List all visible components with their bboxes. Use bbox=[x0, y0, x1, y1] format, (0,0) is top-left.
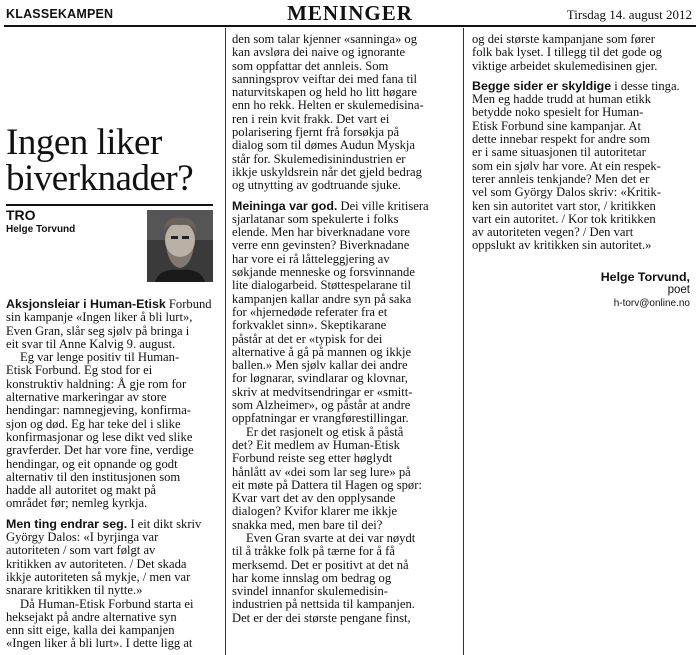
subheading: Men ting endrar seg. bbox=[6, 516, 128, 531]
text-line: konstruktiv haldning: Å gje rom for bbox=[6, 376, 187, 391]
text-line: ikkje autoriteten så mykje, / men var bbox=[6, 569, 191, 584]
signature-name: Helge Torvund, bbox=[600, 270, 690, 284]
text-line: hånlått av «dei som lar seg lure» på bbox=[232, 464, 411, 479]
subheading-rest: I eit dikt skriv bbox=[127, 516, 202, 531]
text-line: kan avsløra dei naive og ignorante bbox=[232, 45, 406, 60]
subheading-line bbox=[6, 518, 221, 531]
text-line: naturvitskapen og held ho litt høgare bbox=[232, 85, 418, 100]
text-line: ren i rein kvit frakk. Det vart ei bbox=[232, 111, 390, 126]
article-column-2 bbox=[232, 33, 460, 625]
text-line: kritikken av autoriteten. / Det skada bbox=[6, 556, 187, 571]
text-line: forkvaklet sinn». Skeptikarane bbox=[232, 318, 387, 333]
text-line: alternativ til den institusjonen som bbox=[6, 469, 181, 484]
text-line: svindel innanfor skulemedisin- bbox=[232, 584, 388, 599]
byline: Helge Torvund bbox=[6, 224, 76, 235]
text-line: er i same situasjonen til autoritetar bbox=[472, 145, 646, 160]
subheading: Aksjonsleiar i Human-Etisk bbox=[6, 297, 166, 311]
text-line: alternative å gå på mannen og ikkje bbox=[232, 344, 412, 359]
text-line: det? Eit medlem av Human-Etisk bbox=[232, 437, 400, 452]
text-line: dialog som til dømes Audun Myskja bbox=[232, 138, 415, 153]
text-line: enn ho rekk. Helten er skulemedisina- bbox=[232, 98, 424, 113]
masthead-rule bbox=[4, 25, 696, 27]
text-line: sjarlatanar som spekulerte i folks bbox=[232, 211, 399, 226]
article-column-3 bbox=[472, 33, 696, 253]
text-line: sanningsprov veiftar dei med fana til bbox=[232, 71, 418, 86]
text-line: ken sin autoritet vart stor, / kritikken bbox=[472, 198, 656, 213]
section-label: KLASSEKAMPEN bbox=[6, 7, 114, 21]
signature-email: h-torv@online.no bbox=[613, 298, 690, 309]
tag-rule bbox=[6, 204, 213, 206]
text-line: som oppfattar det annleis. Som bbox=[232, 58, 389, 73]
subheading-line bbox=[232, 200, 460, 213]
text-line: Etisk Forbund. Eg stod for ei bbox=[6, 363, 153, 378]
text-line: alternative markeringar av store bbox=[6, 390, 167, 405]
text-line: terer annleis tenkjande? Men det er bbox=[472, 171, 650, 186]
text-line: Det er der dei største pengane finst, bbox=[232, 610, 411, 625]
text-line: lite dialogarbeid. Støttespelarane til bbox=[232, 278, 412, 293]
text-line: området før; nemleg kyrkja. bbox=[6, 496, 148, 511]
text-line: eit møte på Dattera til Hagen og spør: bbox=[232, 477, 422, 492]
text-line: gravferder. Det har vore fine, verdige bbox=[6, 443, 194, 458]
text-line: påstår at det er «typisk for dei bbox=[232, 331, 383, 346]
masthead bbox=[0, 0, 700, 28]
text-line: Kvar vart det av den opplysande bbox=[232, 491, 396, 506]
text-line: konfirmasjonar og lese dikt ved slike bbox=[6, 429, 193, 444]
text-line: har kome innslag om bedrag og bbox=[232, 570, 392, 585]
text-line: enn sitt eige, kalla dei kampanjen bbox=[6, 623, 175, 638]
text-line: Forbund reiste seg etter høglydt bbox=[232, 451, 393, 466]
section-title: MENINGER bbox=[287, 1, 413, 25]
text-line: den som talar kjenner «sanninga» og bbox=[232, 32, 418, 46]
text-line: for «hjernedøde referater fra et bbox=[232, 304, 388, 319]
text-line: verre enn gevinsten? Biverknadane bbox=[232, 238, 410, 253]
text-line: og dei største kampanjane som fører bbox=[472, 32, 655, 46]
text-line: som ein sjølv har vore. At ein respek- bbox=[472, 158, 661, 173]
text-line: autoriteten / som vart følgt av bbox=[6, 543, 156, 558]
text-line: eit svar til Anne Kalvig 9. august. bbox=[6, 336, 176, 351]
paragraph-start: Er det rasjonelt og etisk å påstå bbox=[246, 424, 404, 439]
text-line: Men eg hadde trudd at human etikk bbox=[472, 92, 652, 107]
text-line: og utnytting av godtruande sjuke. bbox=[232, 178, 401, 193]
text-line: står for. Skulemedisinindustrien er bbox=[232, 151, 406, 166]
text-line: sjon og død. Eg har teke del i slike bbox=[6, 416, 181, 431]
text-line: oppslukt av kritikken sin autoritet.» bbox=[472, 238, 652, 253]
text-line: for løgnarar, svindlarar og klovnar, bbox=[232, 371, 408, 386]
signature-block bbox=[472, 270, 690, 309]
text-line: Etisk Forbund sine kampanjar. At bbox=[472, 118, 641, 133]
text-line: Even Gran, slår seg sjølv på bringa i bbox=[6, 323, 190, 338]
column-divider bbox=[225, 28, 226, 655]
text-line: av autoriteten vegen? / Den vart bbox=[472, 225, 634, 240]
paragraph-start: Då Human-Etisk Forbund starta ei bbox=[20, 596, 194, 611]
text-line: snakka med, men bare til dei? bbox=[232, 517, 383, 532]
subheading-line bbox=[6, 298, 221, 311]
paragraph-start: Eg var lenge positiv til Human- bbox=[20, 350, 180, 365]
text-line: snarare kritikken til nytte.» bbox=[6, 583, 143, 598]
subheading: Meininga var god. bbox=[232, 198, 338, 213]
text-line: heksejakt på andre alternative syn bbox=[6, 609, 177, 624]
text-line: ikkje uskyldsrein når det gjeld bedrag bbox=[232, 164, 422, 179]
text-line: skriv at medvitsendringar er «smitt- bbox=[232, 384, 413, 399]
text-line: søkjande menneske og forsvinnande bbox=[232, 265, 415, 280]
text-line: folk bak lyset. I tillegg til det gode og bbox=[472, 45, 662, 60]
text-line: elende. Men har biverknadane vore bbox=[232, 225, 410, 240]
subheading-line bbox=[472, 80, 696, 93]
author-photo bbox=[147, 210, 213, 282]
text-line: hadde all autoritet og makt på bbox=[6, 483, 157, 498]
topic-tag: TRO bbox=[6, 207, 36, 223]
text-line: hendingar: namnegjeving, konfirma- bbox=[6, 403, 192, 418]
text-line: merksemd. Det er positivt at det nå bbox=[232, 557, 409, 572]
column-divider bbox=[463, 28, 464, 655]
text-line: har vore ei rå låtteleggjering av bbox=[232, 251, 390, 266]
text-line: György Dalos: «I byrjinga var bbox=[6, 530, 159, 545]
text-line: vel som György Dalos skriv: «Kritik- bbox=[472, 185, 662, 200]
subheading-rest: Dei ville kritisera bbox=[337, 198, 429, 213]
issue-date: Tirsdag 14. august 2012 bbox=[566, 7, 692, 22]
text-line: dialogen? Kvifor klarer me ikkje bbox=[232, 504, 398, 519]
text-line: hendingar, og eit opnande og godt bbox=[6, 456, 178, 471]
text-line: ballen.» Men sjølv kallar dei andre bbox=[232, 358, 408, 373]
text-line: som Alzheimer», og påstår at andre bbox=[232, 398, 411, 413]
subheading: Begge sider er skyldige bbox=[472, 78, 612, 93]
signature-role: poet bbox=[667, 284, 690, 296]
text-line: dette innebar respekt for andre som bbox=[472, 132, 650, 147]
text-line: industrien på nettsida til kampanjen. bbox=[232, 597, 415, 612]
subheading-rest: Forbund bbox=[165, 297, 212, 311]
subheading-rest: i desse tinga. bbox=[611, 78, 680, 93]
text-line: oppfatningar er vrangførestillingar. bbox=[232, 411, 409, 426]
article-headline: Ingen liker biverknader? bbox=[6, 122, 194, 199]
article-column-1 bbox=[6, 298, 221, 651]
text-line: polarisering fjernt frå forsøkja på bbox=[232, 125, 400, 140]
text-line: vart ein autoritet. / Kor tok kritikken bbox=[472, 211, 656, 226]
text-line: sin kampanje «Ingen liker å bli lurt», bbox=[6, 310, 193, 325]
text-line: «Ingen liker å bli lurt». I dette ligg at bbox=[6, 636, 193, 651]
text-line: kampanjen kallar andre syn på saka bbox=[232, 291, 412, 306]
text-line: til å tråkke folk på tærne for å få bbox=[232, 544, 395, 559]
text-line: betydde noko spesielt for Human- bbox=[472, 105, 644, 120]
text-line: viktige arbeidet skulemedisinen gjer. bbox=[472, 58, 658, 73]
paragraph-start: Even Gran svarte at dei var nøydt bbox=[246, 530, 416, 545]
